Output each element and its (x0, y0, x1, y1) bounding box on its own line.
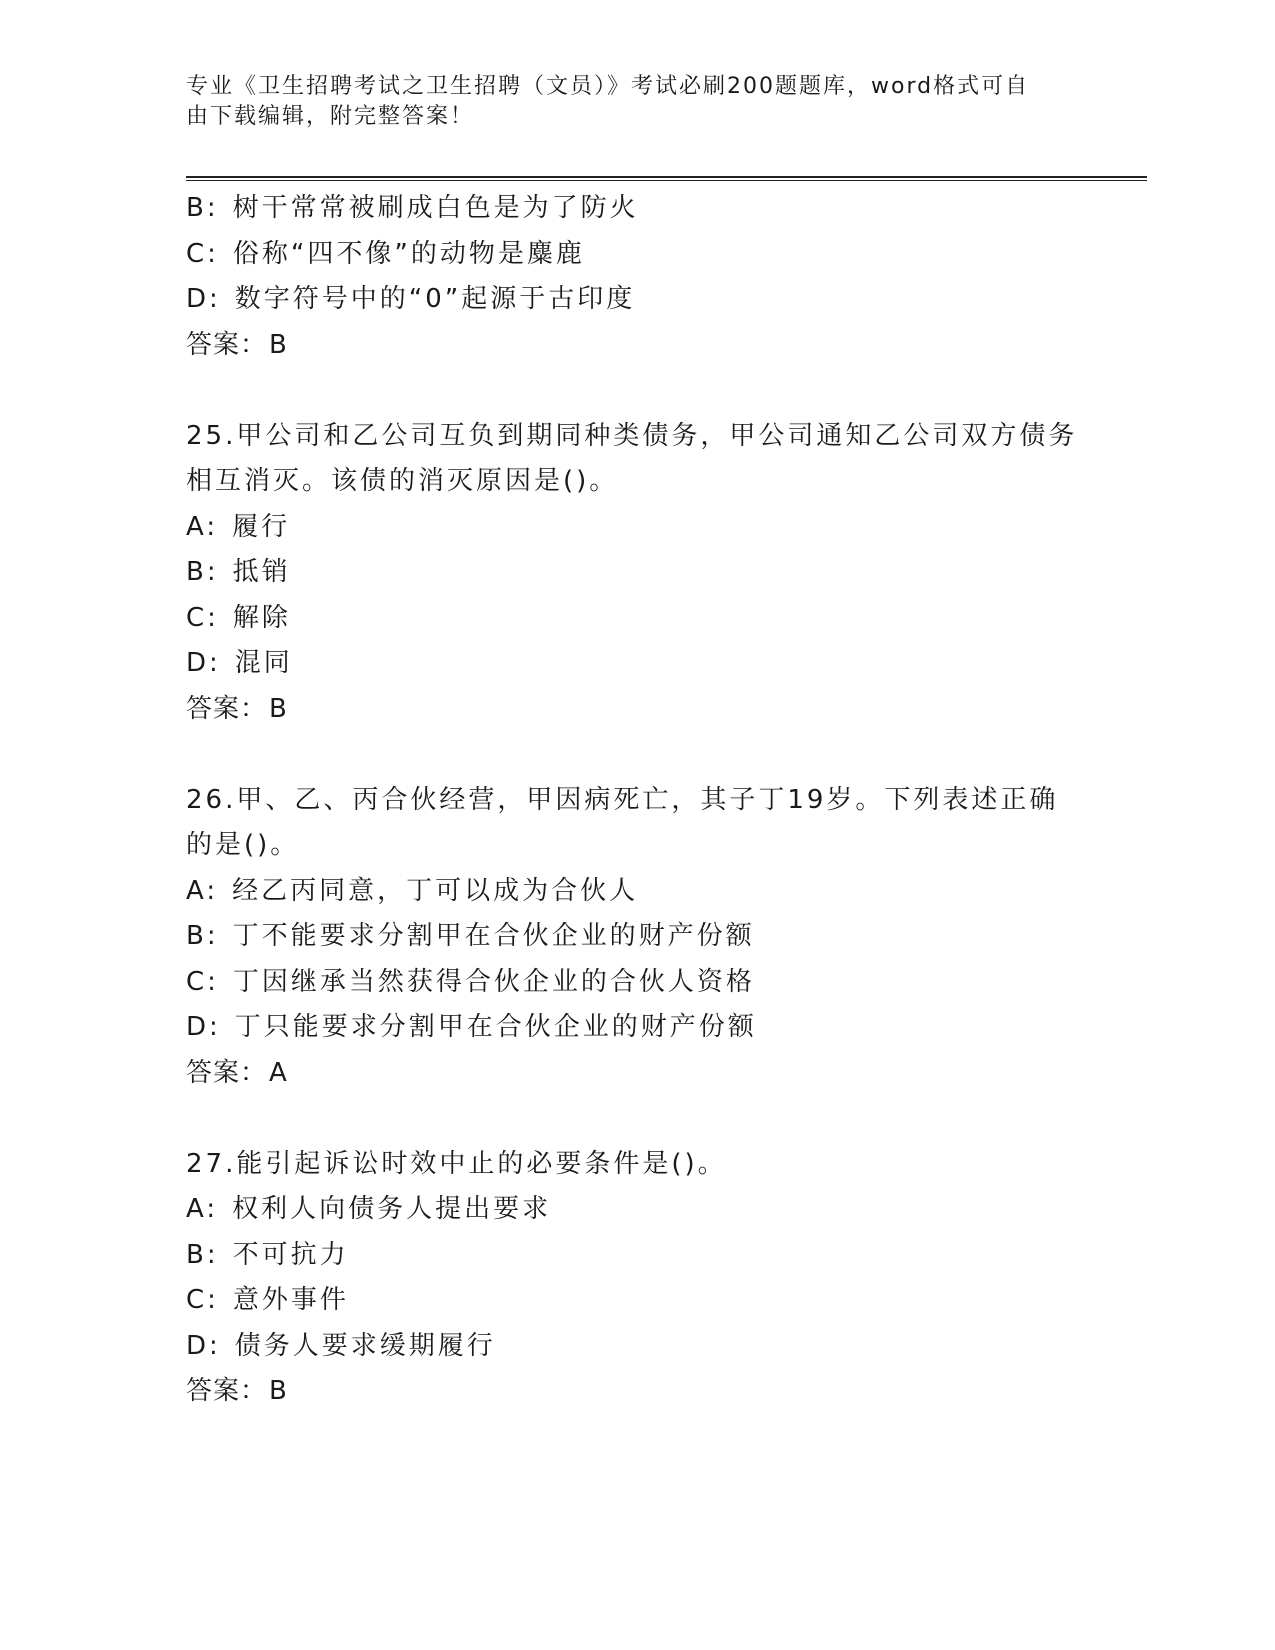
header-divider (186, 176, 1147, 181)
option-d: D: 债务人要求缓期履行 (186, 1330, 496, 1361)
option-b: B: 抵销 (186, 557, 291, 587)
answer: 答案：B (186, 1376, 288, 1406)
option-c: C: 意外事件 (186, 1285, 349, 1315)
question-24 (186, 186, 1086, 368)
document-header (186, 72, 1066, 132)
answer-value: A (269, 1057, 288, 1088)
spacer (186, 732, 1086, 778)
spacer (186, 368, 1086, 414)
option-a: A: 履行 (186, 511, 291, 542)
question-stem: 27.能引起诉讼时效中止的必要条件是()。 (186, 1148, 727, 1179)
answer: 答案：A (186, 1057, 288, 1088)
answer: 答案：B (186, 329, 288, 360)
option-a: A: 经乙丙同意，丁可以成为合伙人 (186, 875, 639, 906)
option-d: D: 混同 (186, 648, 293, 678)
option-d: D: 数字符号中的“0”起源于古印度 (186, 284, 636, 314)
question-stem: 25.甲公司和乙公司互负到期同种类债务，甲公司通知乙公司双方债务 (186, 420, 1078, 451)
option-c: C: 俗称“四不像”的动物是麋鹿 (186, 238, 585, 269)
header-line-2: 由下载编辑，附完整答案！ (186, 104, 475, 129)
spacer (186, 1096, 1086, 1142)
question-stem-continued: 相互消灭。该债的消灭原因是()。 (186, 466, 619, 496)
question-stem-continued: 的是()。 (186, 830, 300, 860)
header-line-1: 专业《卫生招聘考试之卫生招聘（文员）》考试必刷200题题库，word格式可自 (186, 74, 1030, 99)
question-26 (186, 778, 1086, 1097)
option-b: B: 丁不能要求分割甲在合伙企业的财产份额 (186, 921, 755, 951)
option-a: A: 权利人向债务人提出要求 (186, 1194, 552, 1224)
answer-value: B (269, 1376, 288, 1406)
question-list (186, 186, 1086, 1415)
answer-value: B (269, 329, 288, 360)
answer-value: B (269, 693, 288, 724)
option-c: C: 解除 (186, 602, 291, 633)
question-27 (186, 1142, 1086, 1415)
option-c: C: 丁因继承当然获得合伙企业的合伙人资格 (186, 966, 755, 997)
question-stem: 26.甲、乙、丙合伙经营，甲因病死亡，其子丁19岁。下列表述正确 (186, 784, 1059, 815)
option-b: B: 树干常常被刷成白色是为了防火 (186, 193, 639, 223)
answer: 答案：B (186, 693, 288, 724)
option-b: B: 不可抗力 (186, 1239, 349, 1270)
option-d: D: 丁只能要求分割甲在合伙企业的财产份额 (186, 1012, 757, 1042)
question-25 (186, 414, 1086, 733)
